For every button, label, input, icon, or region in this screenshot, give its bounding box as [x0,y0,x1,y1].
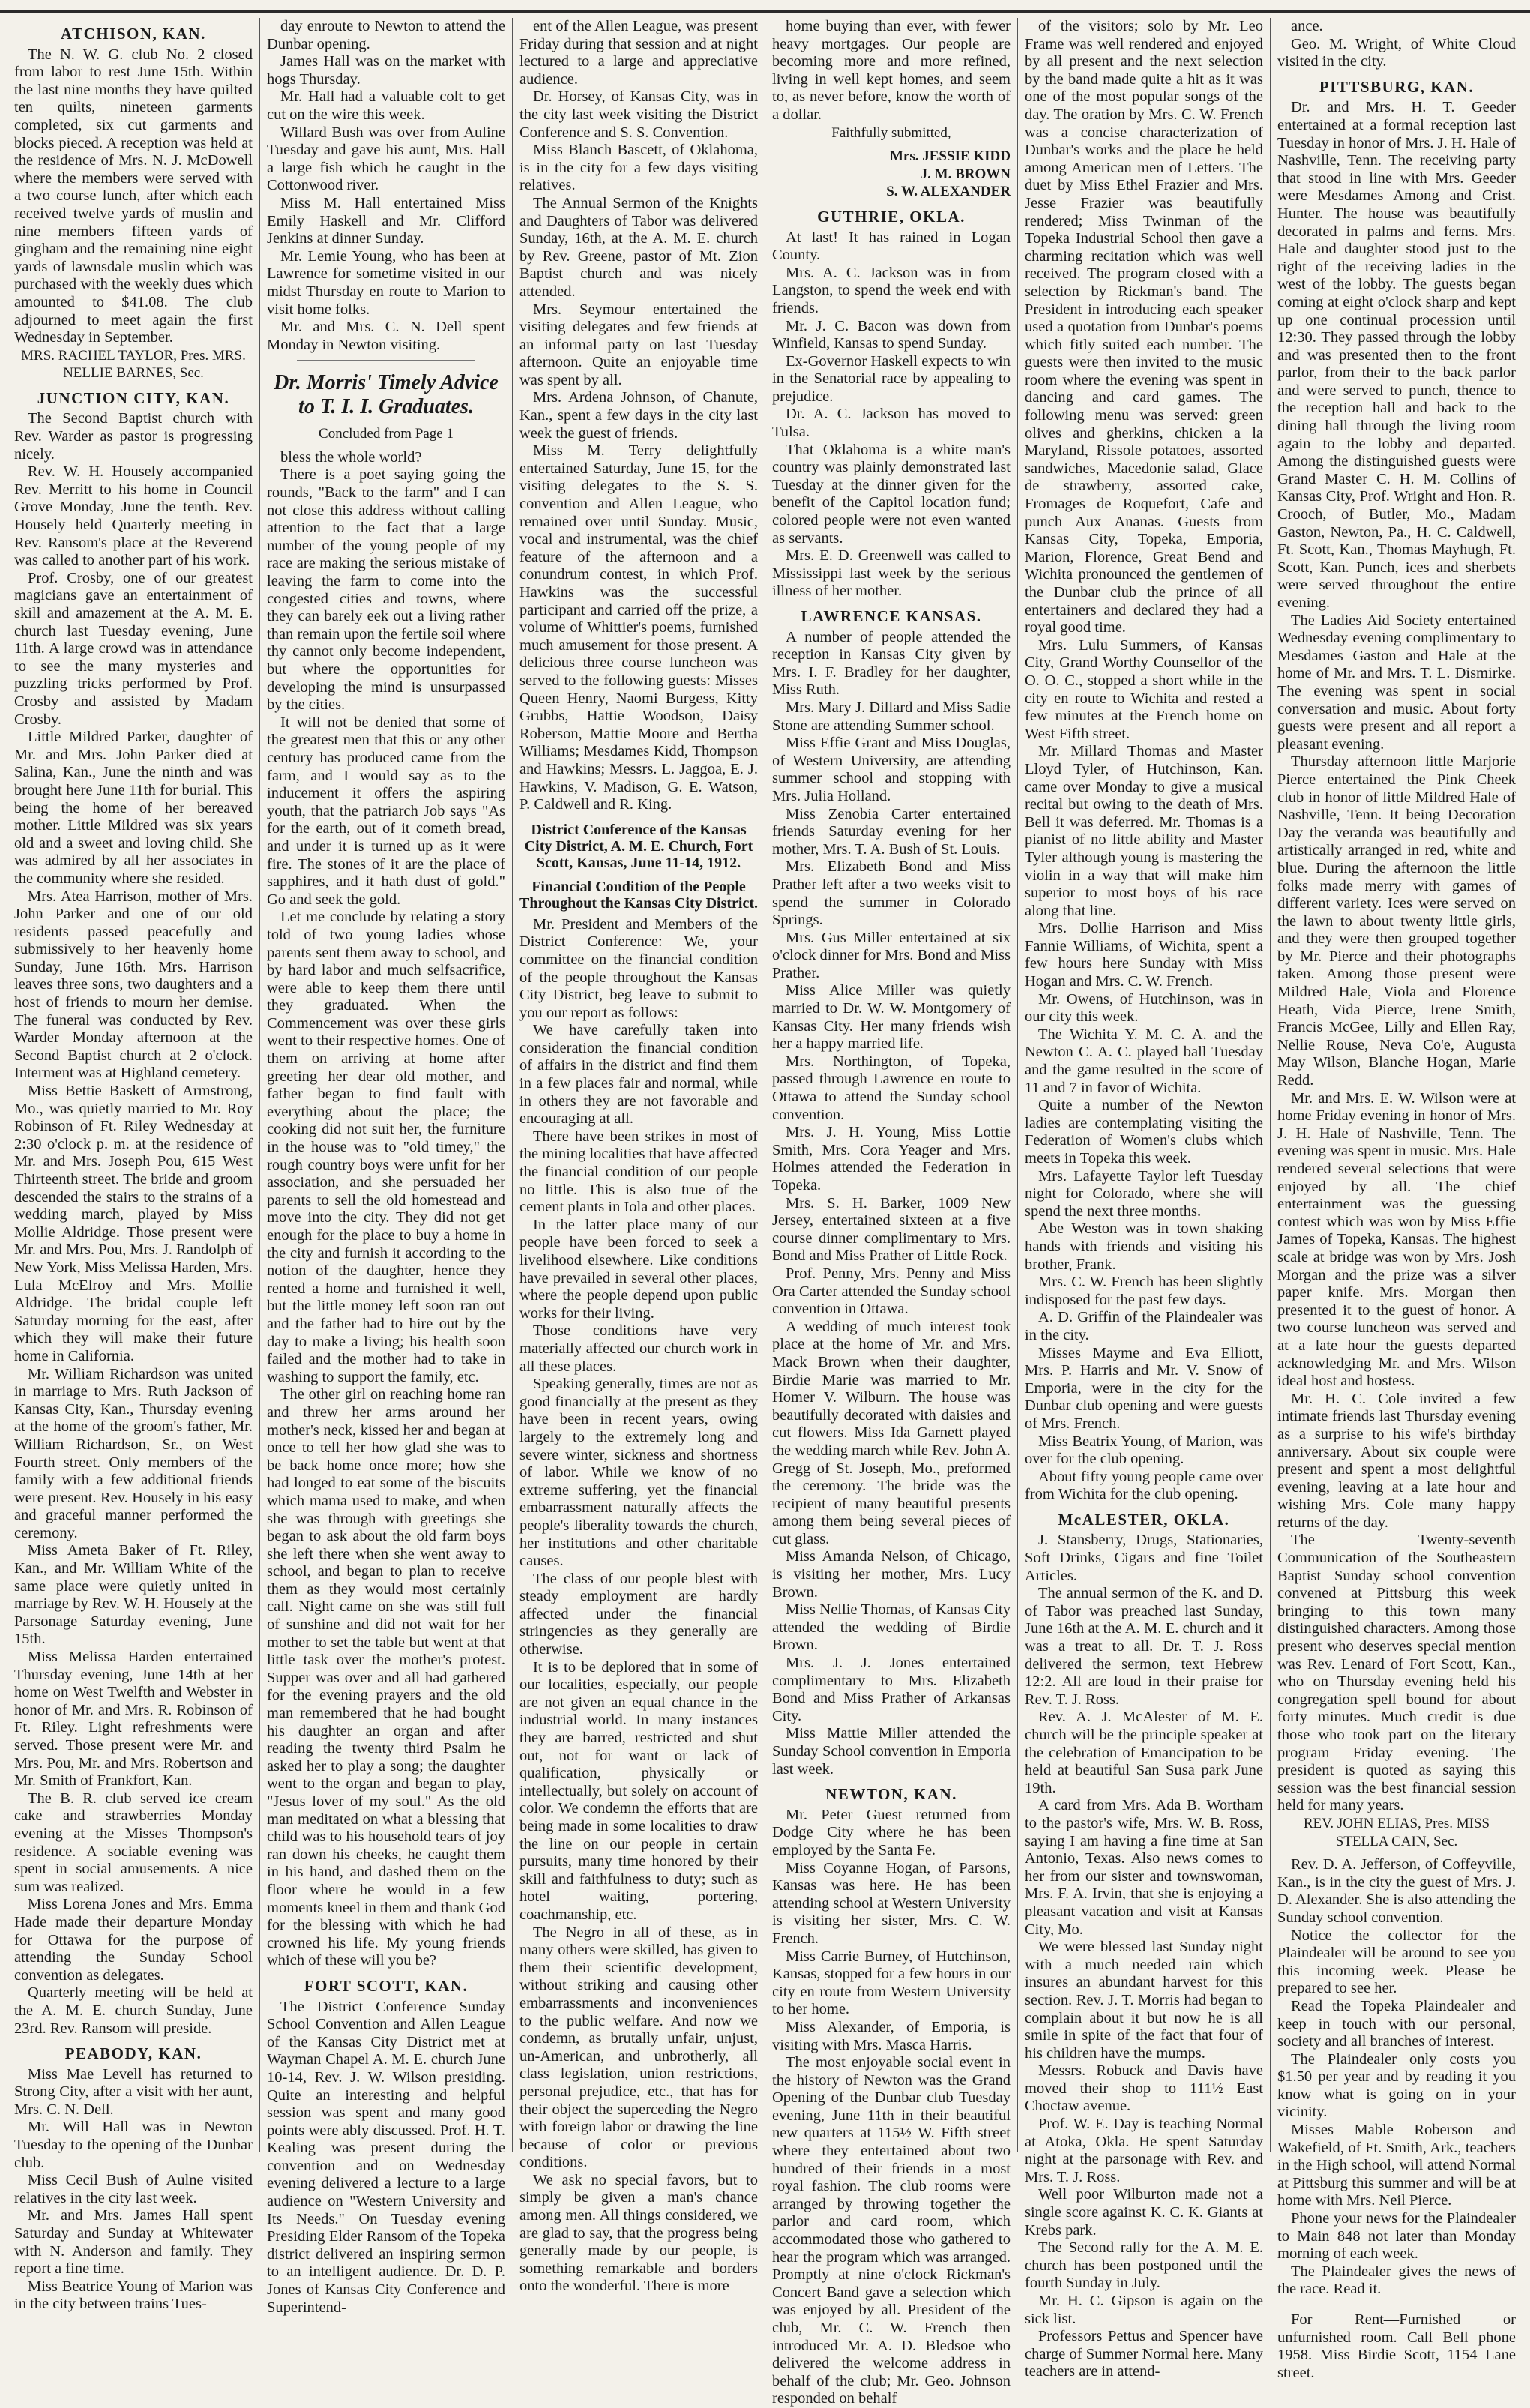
paragraph: The annual sermon of the K. and D. of Tabor was preached last Sunday, June 16th at the A. M. E. church and it was a treat to all. Dr. T. J. Ross delivered the sermon, text Hebrew 12:2. All are loud in their praise for Rev. T. J. Ross. [1025,1585,1263,1708]
paragraph: At last! It has rained in Logan County. [772,229,1011,264]
paragraph: Let me conclude by relating a story told of two young ladies whose parents sent them away to school, and by hard labor and much selfsacrifice, were able to keep them there until they graduated. When the Commencement was over these girls went to their respective homes. One of them on arriving at home after greeting her dear old mother, and father began to find fault with everything about the place; the cooking did not suit her, the furniture in the house was to "old timey," the rough country boys were unfit for her association, and she persuaded her parents to sell the old homestead and move into the city. They did not get enough for the place to buy a home in the city and furnish it according to the notion of the daughter, hence they rented a home and furnished it well, but the little money left soon ran out and the father had to hire out by the day to make a living; his health soon failed and the mother had to take in washing to support the family, etc. [267,909,505,1385]
paragraph: Mrs. Elizabeth Bond and Miss Prather left after a two weeks visit to spend the summer in Colorado Springs. [772,858,1011,929]
paragraph: Miss Melissa Harden entertained Thursday evening, June 14th at her home on West Twelfth and Webster in honor of Mr. and Mrs. R. Robinson of Ft. Riley. Light refreshments were served. Those present were Mr. and Mrs. Pou, Mr. and Mrs. Robertson and Mr. Smith of Frankfort, Kan. [14,1649,253,1790]
paragraph: of the visitors; solo by Mr. Leo Frame was well rendered and enjoyed by all present and the next selection by the band made quite a hit as it was one of the most popular songs of the day. The oration by Mrs. C. W. French was a concise characterization of Dunbar's works and the place he held among American men of Letters. The duet by Miss Ethel Frazier and Mrs. Jesse Frazier was beautifully rendered; Miss Twinman of the Topeka Industrial School then gave a charming recitation which was well received. The program closed with a selection by Rickman's band. The President in introducing each speaker used a quotation from Dunbar's poems which fitly suited each number. The guests were then invited to the music room where the evening was spent in dancing and card games. The following menu was served: green olives and gherkins, chicken a la Maryland, Rissole potatoes, assorted sandwiches, Macedonie salad, Glace de strawberry, assorted cake, Fromages de Roquefort, Cafe and punch Aux Ananas. Guests from Kansas City, Topeka, Emporia, Marion, Florence, Great Bend and Wichita pronounced the gentlemen of the Dunbar club the prince of all entertainers and declared they had a royal good time. [1025,18,1263,636]
paragraph: home buying than ever, with fewer heavy mortgages. Our people are becoming more and more refined, living in well kept homes, and seem to, as never before, know the worth of a dollar. [772,18,1011,123]
paragraph: Mr. H. C. Cole invited a few intimate friends last Thursday evening as a surprise to his wife's birthday anniversary. About six couple were present and spent a most delightful evening, leaving at a late hour and wishing Mrs. Cole many happy returns of the day. [1277,1390,1516,1531]
section-heading: GUTHRIE, OKLA. [817,207,966,226]
paragraph: Mr. and Mrs. C. N. Dell spent Monday in Newton visiting. [267,319,505,353]
paragraph: Miss Carrie Burney, of Hutchinson, Kansas, stopped for a few hours in our city en route from Western University to her home. [772,1948,1011,2018]
paragraph: The class of our people blest with steady employment are hardly affected under the financial stringencies as they generally are otherwise. [519,1570,758,1658]
paragraph: Mrs. E. D. Greenwell was called to Mississippi last week by the serious illness of her mother. [772,547,1011,600]
signature-name: J. M. BROWN [920,166,1011,182]
paragraph: For Rent—Furnished or unfurnished room. Call Bell phone 1958. Miss Birdie Scott, 1154 Lane street. [1277,2311,1516,2381]
paragraph: Little Mildred Parker, daughter of Mr. and Mrs. John Parker died at Salina, Kan., June the ninth and was brought here June 11th for burial. This being the home of her bereaved mother. Little Mildred was six years old and a sweet and loving child. She was admired by all her associates in the community where she resided. [14,729,253,887]
paragraph: Mr. Owens, of Hutchinson, was in our city this week. [1025,990,1263,1026]
paragraph: Mr. H. C. Gipson is again on the sick list. [1025,2293,1263,2327]
paragraph: We have carefully taken into consideration the financial condition of affairs in the district and find them in a few places fair and normal, while in others they are not favorable and encouraging at all. [519,1022,758,1128]
signature-line: Concluded from Page 1 [319,426,454,442]
column-4 [765,18,1017,2407]
paragraph: Miss Nellie Thomas, of Kansas City attended the wedding of Birdie Brown. [772,1601,1011,1654]
section-heading: NEWTON, KAN. [825,1785,957,1804]
paragraph: J. Stansberry, Drugs, Stationaries, Soft Drinks, Cigars and fine Toilet Articles. [1025,1532,1263,1584]
paragraph: About fifty young people came over from Wichita for the club opening. [1025,1468,1263,1503]
paragraph: A wedding of much interest took place at the home of Mr. and Mrs. Mack Brown when their daughter, Birdie Marie was married to Mr. Homer V. Wilburn. The house was beautifully decorated with daisies and cut flowers. Miss Ida Garnett played the wedding march while Rev. John A. Gregg of St. Joseph, Mo., preformed the ceremony. The bride was the recipient of many beautiful presents among them being several pieces of cut glass. [772,1318,1011,1547]
signature-line: MRS. RACHEL TAYLOR, Pres. MRS. NELLIE BARNES, Sec. [21,347,246,382]
paragraph: The District Conference Sunday School Convention and Allen League of the Kansas City District met at Wayman Chapel A. M. E. church June 10-14, Rev. J. W. Wilson presiding. Quite an interesting and helpful session was spent and many good points were ably discussed. Prof. H. T. Kealing was present during the convention and on Wednesday evening delivered a lecture to a large audience on "Western University and Its Needs." On Tuesday evening Presiding Elder Ransom of the Topeka district delivered an inspiring sermon to an intelligent audience. Dr. D. P. Jones of Kansas City Conference and Superintend- [267,1998,505,2316]
paragraph: Rev. D. A. Jefferson, of Coffeyville, Kan., is in the city the guest of Mrs. J. D. Alexander. She is also attending the Sunday school convention. [1277,1856,1516,1926]
paragraph: Miss Alexander, of Emporia, is visiting with Mrs. Masca Harris. [772,2018,1011,2053]
paragraph: Ex-Governor Haskell expects to win in the Senatorial race by appealing to prejudice. [772,352,1011,405]
paragraph: Miss Lorena Jones and Mrs. Emma Hade made their departure Monday for Ottawa for the purpose of attending the Sunday School convention as delegates. [14,1896,253,1984]
signature-name: Mrs. JESSIE KIDD [890,148,1011,165]
paragraph: The Plaindealer only costs you $1.50 per year and by reading it you know what is going on in your vicinity. [1277,2050,1516,2121]
paragraph: Those conditions have very materially affected our church work in all these places. [519,1322,758,1375]
paragraph: Mrs. C. W. French has been slightly indisposed for the past few days. [1025,1274,1263,1308]
paragraph: Miss Mattie Miller attended the Sunday School convention in Emporia last week. [772,1725,1011,1778]
paragraph: The other girl on reaching home ran and threw her arms around her mother's neck, kissed her and began at once to tell her how glad she was to be back home once more; how she had longed to eat some of the biscuits which mama used to make, and when she was through with greetings she began to ask about the old farm boys she left there when she went away to school, and began to plan to receive them as they would most certainly call. Night came on she was still full of sunshine and did not wait for her mother to set the table but went at that little task over the mother's protest. Supper was over and all had gathered for the evening prayers and the old man remembered that he had bought his daughter an organ and after reading the twenty third Psalm he asked her to play a song; the daughter went to the organ and began to play, "Jesus lover of my soul." As the old man meditated on what a blessing that child was to his household tears of joy ran down his cheeks, he caught them in his hand, and dashed them on the floor where he would in a few moments kneel in them and thank God for the blessing with which he had crowned his life. My young friends which of these will you be? [267,1386,505,1969]
paragraph: Mrs. Seymour entertained the visiting delegates and few friends at an informal party on last Tuesday afternoon. Quite an enjoyable time was spent by all. [519,301,758,388]
paragraph: Miss M. Hall entertained Miss Emily Haskell and Mr. Clifford Jenkins at dinner Sunday. [267,194,505,247]
section-heading: LAWRENCE KANSAS. [801,607,982,625]
column-6 [1270,18,1523,2381]
signature-line: REV. JOHN ELIAS, Pres. MISS STELLA CAIN, Sec. [1303,1815,1490,1849]
paragraph: Prof. Penny, Mrs. Penny and Miss Ora Carter attended the Sunday school convention in Ottawa. [772,1265,1011,1318]
paragraph: A number of people attended the reception in Kansas City given by Mrs. I. F. Bradley for her daughter, Miss Ruth. [772,628,1011,699]
paragraph: Quite a number of the Newton ladies are contemplating visiting the Federation of Women's clubs which meets in Topeka this week. [1025,1097,1263,1167]
paragraph: Thursday afternoon little Marjorie Pierce entertained the Pink Cheek club in honor of little Mildred Hale of Nashville, Tenn. It being Decoration Day the veranda was beautifully and artistically arranged in red, white and blue. During the afternoon the little folks made merry with games of different variety. Ices were served on the lawn to about twenty little girls, and they were then grouped together by Mr. Pierce and their photographs taken. Among those present were Mildred Hale, Viola and Florence Heath, Vida Pierce, Irene Smith, Francis McGee, Lilly and Ellen Ray, Nellie Rouse, Neva Co'e, Augusta May Wilson, Blanche Hogan, Marie Redd. [1277,753,1516,1089]
paragraph: Mrs. J. H. Young, Miss Lottie Smith, Mrs. Cora Yeager and Mrs. Holmes attended the Federation in Topeka. [772,1124,1011,1194]
paragraph: Prof. W. E. Day is teaching Normal at Atoka, Okla. He spent Saturday night at the parsonage with Rev. and Mrs. T. J. Ross. [1025,2116,1263,2185]
paragraph: Mrs. A. C. Jackson was in from Langston, to spend the week end with friends. [772,264,1011,316]
paragraph: Misses Mable Roberson and Wakefield, of Ft. Smith, Ark., teachers in the High school, will attend Normal at Pittsburg this summer and will be at home with Mrs. Neil Pierce. [1277,2122,1516,2209]
paragraph: Mrs. Dollie Harrison and Miss Fannie Williams, of Wichita, spent a few hours here Sunday with Miss Hogan and Mrs. C. W. French. [1025,920,1263,990]
paragraph: Mr. and Mrs. James Hall spent Saturday and Sunday at Whitewater with N. Anderson and family. They report a fine time. [14,2207,253,2278]
paragraph: Professors Pettus and Spencer have charge of Summer Normal here. Many teachers are in attend- [1025,2328,1263,2380]
paragraph: Mrs. Mary J. Dillard and Miss Sadie Stone are attending Summer school. [772,699,1011,734]
paragraph: Miss Coyanne Hogan, of Parsons, Kansas was here. He has been attending school at Western University is visiting her sister, Mrs. C. W. French. [772,1859,1011,1947]
paragraph: The N. W. G. club No. 2 closed from labor to rest June 15th. Within the last nine months they have quilted ten quilts, nineteen garments completed, six cut garments and blocks pieced. A reception was held at the residence of Mrs. N. J. McDowell where the members were served with a two course lunch, after which each received twelve yards of muslin and nine members fifteen yards of gingham and the remaining nine eight yards of lawnsdale muslin which was purchased with the weekly dues which amounted to $41.08. The club adjourned to meet again the first Wednesday in September. [14,46,253,346]
paragraph: Miss Effie Grant and Miss Douglas, of Western University, are attending summer school and stopping with Mrs. Julia Holland. [772,735,1011,804]
paragraph: Dr. and Mrs. H. T. Geeder entertained at a formal reception last Tuesday in honor of Mrs. J. H. Hale of Nashville, Tenn. The receiving party that stood in line with Mrs. Geeder were Mesdames Among and Crist. Hunter. The house was beautifully decorated in palms and ferns. Mrs. Hale and daughter stood just to the right of the receiving ladies in the west of the lobby. The guests began coming at eight o'clock sharp and kept up one continual procession until 12:30. They passed through the lobby and was presented then to the front parlor, from their to the back parlor and were served to punch, thence to the reception hall and back to the dining hall through the living room again to the lobby and departed. Among the distinguished guests were Grand Master C. H. M. Collins of Kansas City, Prof. Wright and Hon. R. Crooch, of Butler, Mo., Madam Gaston, Newton, Pa., H. C. Caldwell, Ft. Scott, Kan., Thomas Mayhugh, Ft. Scott, Kan. Punch, ices and sherbets were served throughout the entire evening. [1277,99,1516,611]
paragraph: Mrs. J. J. Jones entertained complimentary to Mrs. Elizabeth Bond and Miss Prather of Arkansas City. [772,1655,1011,1724]
paragraph: Rev. A. J. McAlester of M. E. church will be the principle speaker at the celebration of Emancipation to be held at beautiful San Susa park June 19th. [1025,1709,1263,1796]
column-container [7,18,1523,2407]
paragraph: Mrs. Gus Miller entertained at six o'clock dinner for Mrs. Bond and Miss Prather. [772,929,1011,981]
section-heading: PITTSBURG, KAN. [1319,77,1475,96]
paragraph: The Ladies Aid Society entertained Wednesday evening complimentary to Mesdames Gaston and Hale at the home of Mr. and Mrs. T. L. Dismirke. The evening was spent in social conversation and music. About forty guests were present and all report a pleasant evening. [1277,612,1516,753]
paragraph: The Second Baptist church with Rev. Warder as pastor is progressing nicely. [14,410,253,463]
paragraph: The most enjoyable social event in the history of Newton was the Grand Opening of the Dunbar club Tuesday evening, June 11th in their beautiful new quarters at 115½ W. Fifth street where they entertained about two hundred of their friends in a most royal fashion. The club rooms were arranged by throwing together the parlor and card room, which accommodated those who gathered to hear the program which was arranged. Promptly at nine o'clock Rickman's Concert Band gave a selection which was enjoyed by all. President of the club, Mr. C. W. French then introduced Mr. A. D. Bledsoe who delivered the welcome address in behalf of the club; Mr. Geo. Johnson responded on behalf [772,2054,1011,2407]
paragraph: In the latter place many of our people have been forced to seek a livelihood elsewhere. Like conditions have prevailed in several other places, where the people depend upon public works for their living. [519,1216,758,1322]
paragraph: Mrs. Lafayette Taylor left Tuesday night for Colorado, where she will spend the next three months. [1025,1167,1263,1220]
paragraph: We were blessed last Sunday night with a much needed rain which insures an abundant harvest for this section. Rev. J. T. Morris had began to complain about it but now he is all smile in spite of the fact that four of his children have the mumps. [1025,1939,1263,2062]
section-heading: PEABODY, KAN. [64,2044,202,2063]
paragraph: Miss Bettie Baskett of Armstrong, Mo., was quietly married to Mr. Roy Robinson of Ft. Riley Wednesday at 2:30 o'clock p. m. at the residence of Mr. and Mrs. Joseph Pou, 615 West Thirteenth street. The bride and groom descended the stairs to the strains of a wedding march, played by Miss Mollie Aldridge. Those present were Mr. and Mrs. Pou, Mrs. J. Randolph of New York, Miss Melissa Harden, Mrs. Lula McElroy and Mrs. Mollie Aldridge. The bridal couple left Saturday morning for the east, after which they will make their future home in California. [14,1083,253,1364]
paragraph: We ask no special favors, but to simply be given a man's chance among men. All things considered, we are glad to say, that the progress being generally made by our people, is something remarkable and borders onto the wonderful. There is more [519,2171,758,2295]
paragraph: The Annual Sermon of the Knights and Daughters of Tabor was delivered Sunday, 16th, at the A. M. E. church by Rev. Greene, pastor of Mt. Zion Baptist church and was nicely attended. [519,194,758,300]
paragraph: Miss Cecil Bush of Aulne visited relatives in the city last week. [14,2172,253,2206]
paragraph: ent of the Allen League, was present Friday during that session and at night lectured to a large and appreciative audience. [519,18,758,88]
column-1 [7,18,259,2313]
section-heading: ATCHISON, KAN. [61,25,206,43]
section-heading: McALESTER, OKLA. [1058,1510,1230,1529]
paragraph: It is to be deplored that in some of our localities, especially, our people are not given an equal chance in the industrial world. In many instances they are barred, restricted and shut out, not for want or lack of qualification, physically or intellectually, but solely on account of color. We condemn the efforts that are being made in some localities to draw the line on our people in certain pursuits, many time honored by their skill and faithfulness to duty; such as hotel waiting, portering, coachmanship, etc. [519,1658,758,1923]
paragraph: Mr. Lemie Young, who has been at Lawrence for sometime visited in our midst Thursday en route to Marion to visit home folks. [267,247,505,318]
paragraph: Dr. Horsey, of Kansas City, was in the city last week visiting the District Conference and S. S. Convention. [519,88,758,141]
signature-line: Faithfully submitted, [831,124,951,141]
paragraph: Mrs. Atea Harrison, mother of Mrs. John Parker and one of our old residents passed peacefully and submissively to her heavenly home Sunday, June 16th. Mrs. Harrison leaves three sons, two daughters and a host of friends to mourn her demise. The funeral was conducted by Rev. Warder Monday afternoon at the Second Baptist church at 2 o'clock. Interment was at Highland cemetery. [14,888,253,1082]
paragraph: Miss Beatrice Young of Marion was in the city between trains Tues- [14,2278,253,2313]
divider-rule [297,360,475,361]
paragraph: Mr. Hall had a valuable colt to get cut on the wire this week. [267,88,505,123]
paragraph: A. D. Griffin of the Plaindealer was in the city. [1025,1309,1263,1343]
paragraph: Mrs. S. H. Barker, 1009 New Jersey, entertained sixteen at a five course dinner complimentary to Mrs. Bond and Miss Prather of Little Rock. [772,1194,1011,1265]
paragraph: Mr. Will Hall was in Newton Tuesday to the opening of the Dunbar club. [14,2119,253,2171]
paragraph: Miss Beatrix Young, of Marion, was over for the club opening. [1025,1433,1263,1468]
column-5 [1017,18,1270,2380]
paragraph: Mrs. Lulu Summers, of Kansas City, Grand Worthy Counsellor of the O. O. C., stopped a short while in the city en route to Wichita and rested a few minutes at the French home on West Fifth street. [1025,636,1263,742]
signature-name: S. W. ALEXANDER [886,184,1011,200]
column-3 [512,18,765,2295]
paragraph: Phone your news for the Plaindealer to Main 848 not later than Monday morning of each week. [1277,2210,1516,2263]
paragraph: day enroute to Newton to attend the Dunbar opening. [267,18,505,52]
column-2 [259,18,512,2316]
paragraph: There have been strikes in most of the mining localities that have affected the financial condition of our people no little. This is also true of the cement plants in Iola and other places. [519,1128,758,1216]
paragraph: Willard Bush was over from Auline Tuesday and gave his aunt, Mrs. Hall a large fish which he caught in the Cottonwood river. [267,124,505,194]
subheading: Financial Condition of the People Throughout the Kansas City District. [519,878,758,912]
paragraph: Mrs. Northington, of Topeka, passed through Lawrence en route to Ottawa to attend the Sunday school convention. [772,1053,1011,1123]
paragraph: Miss Alice Miller was quietly married to Dr. W. W. Montgomery of Kansas City. Her many friends wish her a happy married life. [772,982,1011,1053]
paragraph: Prof. Crosby, one of our greatest magicians gave an entertainment of skill and amazement at the A. M. E. church last Tuesday evening, June 11th. A large crowd was in attendance to see the many mysteries and puzzling tricks performed by Prof. Crosby and assisted by Madam Crosby. [14,569,253,728]
paragraph: Miss Ameta Baker of Ft. Riley, Kan., and Mr. William White of the same place were quietly united in marriage by Rev. W. H. Housely at the Parsonage Saturday evening, June 15th. [14,1542,253,1648]
paragraph: Messrs. Robuck and Davis have moved their shop to 111½ East Choctaw avenue. [1025,2062,1263,2115]
paragraph: Miss Amanda Nelson, of Chicago, is visiting her mother, Mrs. Lucy Brown. [772,1548,1011,1601]
paragraph: James Hall was on the market with hogs Thursday. [267,53,505,88]
paragraph: Miss Mae Levell has returned to Strong City, after a visit with her aunt, Mrs. C. N. Dell. [14,2065,253,2118]
paragraph: Mr. Peter Guest returned from Dodge City where he has been employed by the Santa Fe. [772,1806,1011,1858]
paragraph: Mr. and Mrs. E. W. Wilson were at home Friday evening in honor of Mrs. J. H. Hale of Nashville, Tenn. The evening was spent in music. Mrs. Hale rendered several selections that were enjoyed by all. The chief entertainment was the guessing contest which was won by Miss Effie James of Topeka, Kansas. The highest scale at bridge was won by Mrs. Josh Morgan and the prize was a silver paper knife. Mrs. Morgan then presented it to the guest of honor. A two course luncheon was served and at a late hour the guests departed acknowledging Mr. and Mrs. Wilson ideal host and hostess. [1277,1089,1516,1390]
paragraph: The B. R. club served ice cream cake and strawberries Monday evening at the Misses Thompson's residence. A sociable evening was spent in social amusements. A nice sum was realized. [14,1790,253,1895]
paragraph: Dr. A. C. Jackson has moved to Tulsa. [772,406,1011,441]
article-headline: Dr. Morris' Timely Advice to T. I. I. Graduates. [274,371,499,419]
paragraph: Miss Blanch Bascett, of Oklahoma, is in the city for a few days visiting relatives. [519,142,758,194]
paragraph: Abe Weston was in town shaking hands with friends and visiting his brother, Frank. [1025,1220,1263,1273]
paragraph: The Negro in all of these, as in many others were skilled, has given to them their scientific development, without striking and causing other embarrassments and inconveniences to the public welfare. And now we condemn, as brutally unfair, unjust, un-American, and unbrotherly, all class legislation, union restrictions, personal prejudice, etc., that has for their object the superceding the Negro with foreign labor or drawing the line because of color or previous conditions. [519,1924,758,2171]
paragraph: The Second rally for the A. M. E. church has been postponed until the fourth Sunday in July. [1025,2239,1263,2292]
section-heading: JUNCTION CITY, KAN. [37,388,230,407]
section-heading: FORT SCOTT, KAN. [304,1976,469,1995]
paragraph: Notice the collector for the Plaindealer will be around to see you this incoming week. Please be prepared to see her. [1277,1927,1516,1997]
paragraph: A card from Mrs. Ada B. Wortham to the pastor's wife, Mrs. W. B. Ross, saying I am having a fine time at San Antonio, Texas. Also news comes to her from our sister and townswoman, Mrs. F. A. Irvin, that she is enjoying a pleasant vacation and visit at Kansas City, Mo. [1025,1797,1263,1938]
paragraph: There is a poet saying going the rounds, "Back to the farm" and I can not close this address without calling attention to the fact that a large number of the young people of my race are making the serious mistake of leaving the farm to come into the congested cities and towns, where they can barely eek out a living rather than remain upon the fertile soil where thy cannot only become independent, but where the opportunities for developing the mind is unsurpassed by the cities. [267,466,505,714]
paragraph: Mr. Millard Thomas and Master Lloyd Tyler, of Hutchinson, Kan. came over Monday to give a musical recital but owing to the death of Mrs. Bell it was deferred. Mr. Thomas is a pianist of no little ability and Master Tyler although young is mastering the violin in a way that will make him superior to most boys of his race along that line. [1025,743,1263,919]
paragraph: Miss M. Terry delightfully entertained Saturday, June 15, for the visiting delegates to the S. S. convention and Allen League, who remained over until Sunday. Music, vocal and instrumental, was the chief feature of the afternoon and a conundrum contest, in which Prof. Hawkins was the successful participant and carried off the prize, a volume of Whittier's poems, furnished much amusement for those present. A delicious three course luncheon was served to the following guests: Misses Queen Henry, Naomi Burgess, Kitty Grubbs, Hattie Woodson, Daisy Roberson, Mattie Moore and Bertha Williams; Mesdames Kidd, Thompson and Hawkins; Messrs. L. Jaggoa, E. J. Hawkins, V. Madison, G. E. Watson, P. Caldwell and R. King. [519,442,758,813]
paragraph: Mrs. Ardena Johnson, of Chanute, Kan., spent a few days in the city last week the guest of friends. [519,389,758,442]
paragraph: The Plaindealer gives the news of the race. Read it. [1277,2263,1516,2298]
paragraph: That Oklahoma is a white man's country was plainly demonstrated last Tuesday at the dinner given for the benefit of the Capitol location fund; colored people were not even wanted as servants. [772,441,1011,547]
top-rule [0,10,1530,13]
paragraph: Quarterly meeting will be held at the A. M. E. church Sunday, June 23rd. Rev. Ransom will preside. [14,1984,253,2037]
subheading: District Conference of the Kansas City District, A. M. E. Church, Fort Scott, Kansas, June 11-14, 1912. [524,821,753,871]
paragraph: Speaking generally, times are not as good financially at the present as they have been in recent years, owing largely to the extremely long and severe winter, sickness and shortness of labor. While we know of no extreme suffering, yet the financial embarrassment naturally affects the people's liberality towards the church, her institutions and other charitable causes. [519,1376,758,1570]
paragraph: Mr. President and Members of the District Conference: We, your committee on the financial condition of the people throughout the Kansas City District, beg leave to submit to you our report as follows: [519,915,758,1021]
paragraph: Misses Mayme and Eva Elliott, Mrs. P. Harris and Mr. V. Snow of Emporia, were in the city for the Dunbar club opening and were guests of Mrs. French. [1025,1344,1263,1432]
paragraph: bless the whole world? [280,448,422,466]
paragraph: Geo. M. Wright, of White Cloud visited in the city. [1277,35,1516,70]
paragraph: Miss Zenobia Carter entertained friends Saturday evening for her mother, Mrs. T. A. Bush of St. Louis. [772,805,1011,858]
paragraph: Mr. J. C. Bacon was down from Winfield, Kansas to spend Sunday. [772,317,1011,352]
paragraph: Mr. William Richardson was united in marriage to Mrs. Ruth Jackson of Kansas City, Kan., Thursday evening at the home of the groom's father, Mr. William Richardson, Sr., on West Fourth street. Only members of the family with a few additional friends were present. Rev. Housely in his easy and graceful manner performed the ceremony. [14,1365,253,1541]
paragraph: The Wichita Y. M. C. A. and the Newton C. A. C. played ball Tuesday and the game resulted in the score of 11 and 7 in favor of Wichita. [1025,1026,1263,1096]
paragraph: Rev. W. H. Housely accompanied Rev. Merritt to his home in Council Grove Monday, June the tenth. Rev. Housely held Quarterly meeting in Rev. Ransom's place at the Reverend was called to another part of his work. [14,463,253,569]
paragraph: Read the Topeka Plaindealer and keep in touch with our personal, society and all branches of interest. [1277,1997,1516,2050]
paragraph: It will not be denied that some of the greatest men that this or any other century has produced came from the farm, and I would say as to the inducement it offers the aspiring youth, that the patriarch Job says "As for the earth, out of it cometh bread, and under it is turned up as it were fire. The stones of it are the place of sapphires, and it hath dust of gold." Go and seek the gold. [267,714,505,908]
paragraph: The Twenty-seventh Communication of the Southeastern Baptist Sunday school convention convened at Pittsburg this week bringing to this town many distinguished characters. Among those present who deserves special mention was Rev. Lenard of Fort Scott, Kan., who on Thursday evening held his congregation spell bound for about forty minutes. Much credit is due those who took part on the literary program Friday evening. The president is quoted as saying this session was the best financial session held for many years. [1277,1532,1516,1814]
paragraph: ance. [1291,18,1323,34]
paragraph: Well poor Wilburton made not a single score against K. C. K. Giants at Krebs park. [1025,2186,1263,2239]
